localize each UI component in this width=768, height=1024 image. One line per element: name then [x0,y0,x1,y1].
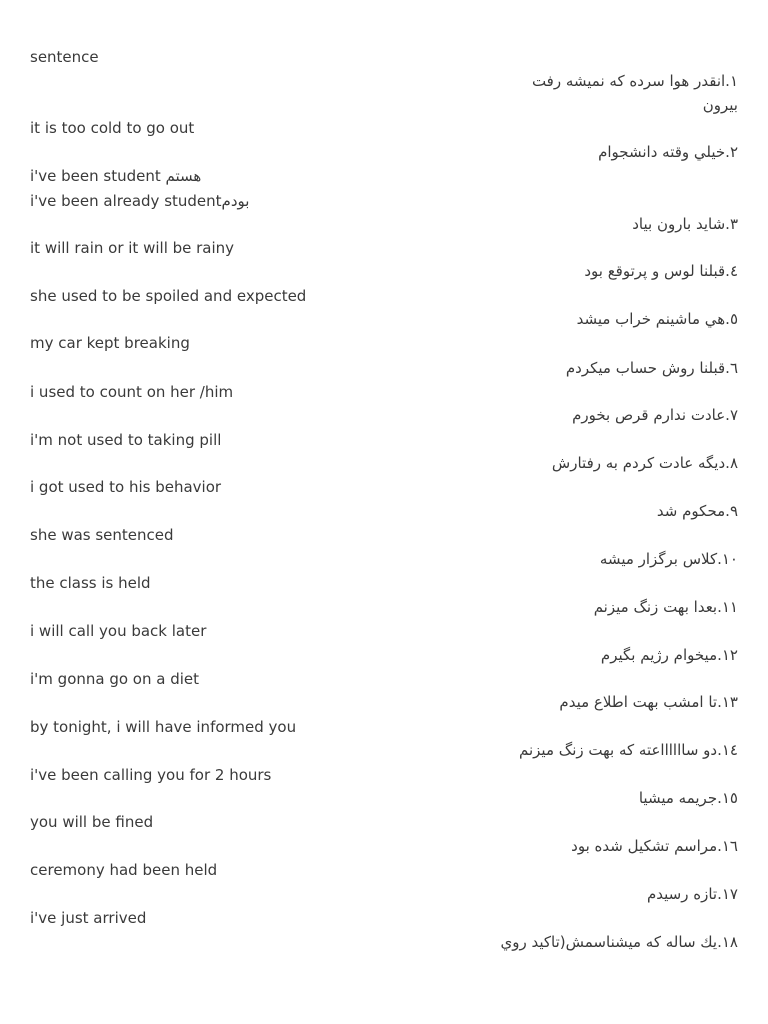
english-line-17: i've just arrived [30,909,147,927]
english-line-5: my car kept breaking [30,334,190,352]
persian-line-2: ٢.خيلي وقته دانشجوام [598,143,738,161]
persian-line-4: ٤.قبلنا لوس و پرتوقع بود [584,262,738,280]
english-line-10: the class is held [30,574,151,592]
persian-line-14: ١٤.دو سااااااعته كه بهت زنگ ميزنم [519,741,738,759]
english-line-header: sentence [30,48,99,66]
english-line-7: i'm not used to taking pill [30,431,222,449]
english-line-4: she used to be spoiled and expected [30,287,307,305]
persian-line-6: ٦.قبلنا روش حساب ميكردم [565,359,738,377]
english-line-15: you will be fined [30,813,154,831]
english-line-2b: i've been already studentبودم [30,192,250,210]
persian-line-15: ١٥.جريمه ميشيا [638,789,738,807]
persian-line-8: ٨.ديگه عادت كردم به رفتارش [551,454,738,472]
english-line-8: i got used to his behavior [30,478,222,496]
english-line-6: i used to count on her /him [30,383,234,401]
persian-line-1b: بيرون [702,96,738,114]
persian-line-5: ٥.هي ماشينم خراب ميشد [576,310,738,328]
persian-line-11: ١١.بعدا بهت زنگ ميزنم [593,598,738,616]
persian-line-9: ٩.محكوم شد [656,502,738,520]
english-line-12: i'm gonna go on a diet [30,670,200,688]
persian-line-3: ٣.شايد بارون بياد [632,215,738,233]
persian-line-12: ١٢.ميخوام رژيم بگيرم [600,646,738,664]
persian-line-18: ١٨.يك ساله كه ميشناسمش(تاكيد روي [500,933,738,951]
english-line-2: i've been student هستم [30,167,202,185]
persian-line-17: ١٧.تازه رسيدم [646,885,738,903]
english-line-13: by tonight, i will have informed you [30,718,297,736]
english-line-16: ceremony had been held [30,861,218,879]
persian-line-16: ١٦.مراسم تشكيل شده بود [571,837,738,855]
persian-line-1: ١.انقدر هوا سرده كه نميشه رفت [531,72,738,90]
persian-line-13: ١٣.تا امشب بهت اطلاع ميدم [559,693,738,711]
english-line-9: she was sentenced [30,526,174,544]
english-line-3: it will rain or it will be rainy [30,239,235,257]
english-line-14: i've been calling you for 2 hours [30,766,272,784]
english-line-11: i will call you back later [30,622,207,640]
english-line-1: it is too cold to go out [30,119,195,137]
persian-line-10: ١٠.كلاس برگزار ميشه [599,550,738,568]
persian-line-7: ٧.عادت ندارم قرص بخورم [572,406,738,424]
